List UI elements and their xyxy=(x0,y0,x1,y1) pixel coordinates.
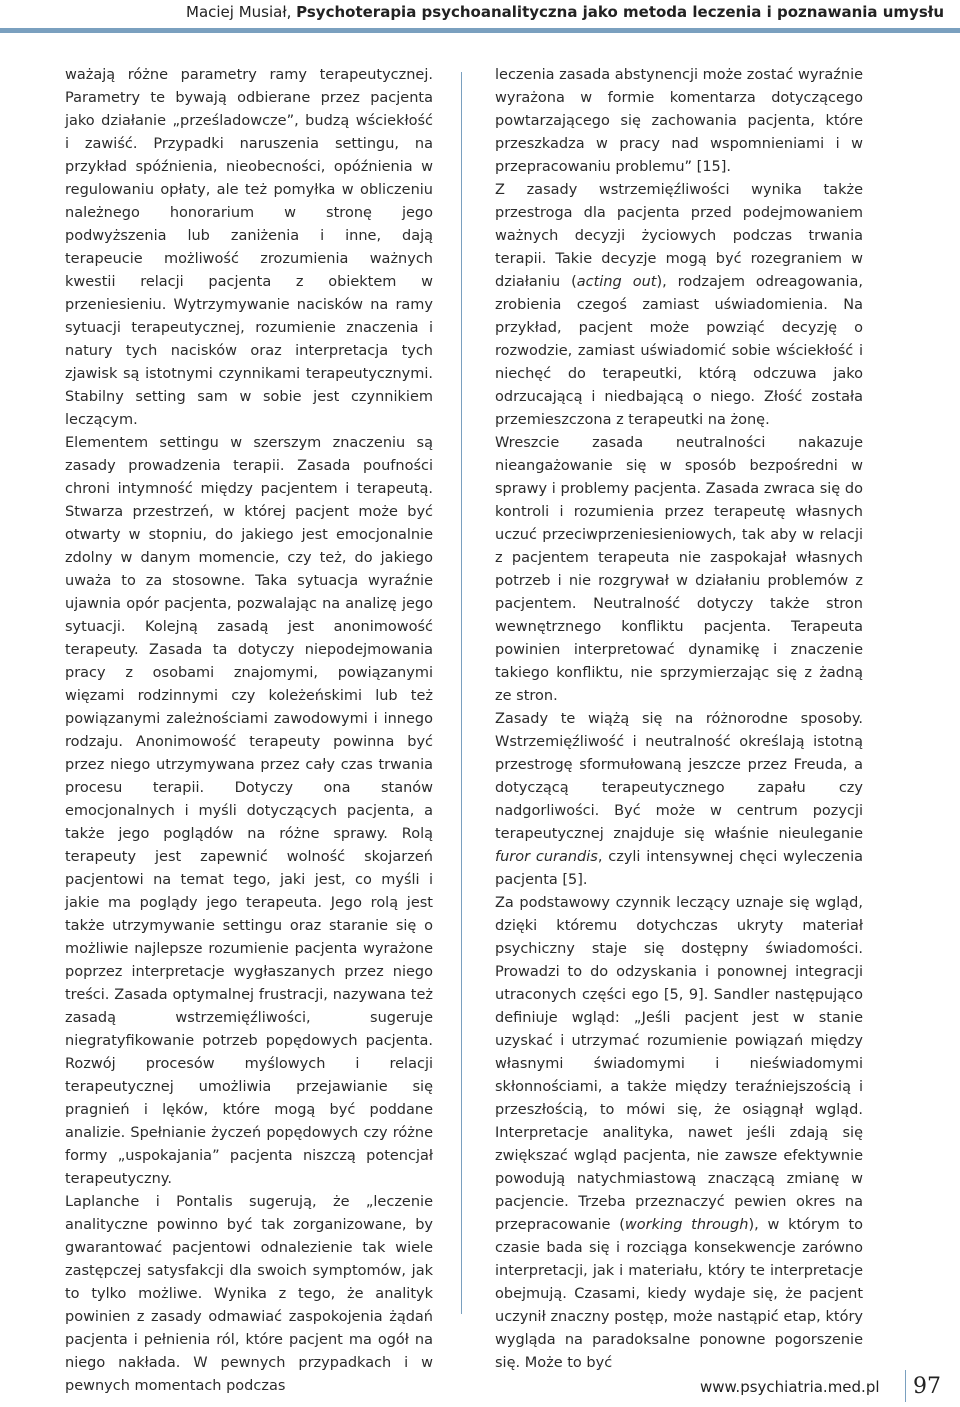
right-paragraph-3: Wreszcie zasada neutralności nakazuje nieangażowanie się w sposób bezpośredni w sprawy i problemy pacjenta. Zasada zwraca się do kontroli i rozumienia przez terapeutę własnych uczuć przeciwprzeniesieniowych, tak aby w relacji z pacjentem terapeuta nie zaspokajał własnych potrzeb i nie rozgrywał w działaniu problemów z pacjentem. Neutralność dotyczy także stron wewnętrznego konfliktu pacjenta. Terapeuta powinien interpretować dynamikę i znaczenie takiego konfliktu, nie sprzymierzając się z żadną ze stron. xyxy=(495,435,863,704)
header-author: Maciej Musiał, xyxy=(186,3,297,21)
right-p2-italic: acting out xyxy=(576,274,657,290)
header-rule xyxy=(0,28,960,33)
right-paragraph-2 xyxy=(495,179,863,432)
right-p4-text-a: Zasady te wiążą się na różnorodne sposoby. Wstrzemięźliwość i neutralność określają istotną przestrogę sformułowaną jeszcze przez Freuda, a dotyczącą terapeutycznego zapału czy nadgorliwości. Być może w centrum pozycji terapeutycznej znajduje się właśnie nieuleganie xyxy=(495,711,863,842)
right-p5-italic: working through xyxy=(624,1217,749,1233)
right-column xyxy=(495,64,863,1375)
running-header xyxy=(0,0,960,34)
right-paragraph-5 xyxy=(495,892,863,1375)
running-header-text xyxy=(186,2,944,22)
right-p4-italic: furor curandis xyxy=(495,849,598,865)
right-p5-text-b: ), w którym to czasie bada się i rozciąga konsekwencje zarówno interpretacji, jak i materiału, który te interpretacje obejmują. Czasami, kiedy wydaje się, że pacjent uczynił znaczny postęp, może nastąpić etap, który wygląda na paradoksalne ponowne pogorszenie się. Może to być xyxy=(495,1217,863,1371)
right-p2-text-a: Z zasady wstrzemięźliwości wynika także przestroga dla pacjenta przed podejmowaniem ważnych decyzji życiowych podczas trwania terapii. Takie decyzje mogą być rozegraniem w działaniu ( xyxy=(495,182,863,290)
page-number: 97 xyxy=(913,1374,941,1399)
header-title: Psychoterapia psychoanalityczna jako metoda leczenia i poznawania umysłu xyxy=(296,3,944,21)
left-paragraph-3: Laplanche i Pontalis sugerują, że „leczenie analityczne powinno być tak zorganizowane, by gwarantować pacjentowi odnalezienie tak wiele zastępczej satysfakcji dla swoich symptomów, jak to tylko możliwe. Wynika z tego, że analityk powinien z zasady odmawiać zaspokojenia żądań pacjenta i pełnienia ról, które pacjent ma ogół na niego nakłada. W pewnych przypadkach i w pewnych momentach podczas xyxy=(65,1194,433,1394)
left-column xyxy=(65,64,433,1398)
right-p4-text-b: , czyli intensywnej chęci wyleczenia pacjenta [5]. xyxy=(495,849,864,888)
footer-url[interactable]: www.psychiatria.med.pl xyxy=(700,1378,880,1396)
column-divider xyxy=(461,72,462,1314)
right-p2-text-b: ), rodzajem odreagowania, zrobienia czegoś zamiast uświadomienia. Na przykład, pacjent może powziąć decyzję o rozwodzie, zamiast uświadomić sobie wściekłość i niechęć do terapeutki, którą odczuwa jako odrzucającą i niedbającą o niego. Złość została przemieszczona z terapeutki na żonę. xyxy=(495,274,863,428)
left-paragraph-2: Elementem settingu w szerszym znaczeniu są zasady prowadzenia terapii. Zasada poufności chroni intymność między pacjentem i terapeutą. Stwarza przestrzeń, w której pacjent może być otwarty w stopniu, do jakiego jest emocjonalnie zdolny w danym momencie, czy też, do jakiego uważa to za stosowne. Taka sytuacja wyraźnie ujawnia opór pacjenta, pozwalając na analizę jego sytuacji. Kolejną zasadą jest anonimowość terapeuty. Zasada ta dotyczy niepodejmowania pracy z osobami znajomymi, powiązanymi więzami rodzinnymi czy koleżeńskimi lub też powiązanymi zależnościami zawodowymi i innego rodzaju. Anonimowość terapeuty powinna być przez niego utrzymywana przez cały czas trwania procesu terapii. Dotyczy ona stanów emocjonalnych i myśli dotyczących pacjenta, a także jego poglądów na różne sprawy. Rolą terapeuty jest zapewnić wolność skojarzeń pacjentowi na temat tego, jaki jest, co myśli i jakie ma poglądy jego terapeuta. Jego rolą jest także utrzymywanie settingu oraz staranie się o możliwie najlepsze rozumienie pacjenta wyrażone poprzez interpretacje wygłaszanych przez niego treści. Zasada optymalnej frustracji, nazywana też zasadą wstrzemięźliwości, sugeruje niegratyfikowanie potrzeb popędowych pacjenta. Rozwój procesów myślowych i relacji terapeutycznej umożliwia przejawianie się pragnień i lęków, które mogą być poddane analizie. Spełnianie życzeń popędowych czy różne formy „uspokajania” pacjenta niszczą potencjał terapeutyczny. xyxy=(65,435,433,1187)
right-p5-text-a: Za podstawowy czynnik leczący uznaje się wgląd, dzięki któremu dotychczas ukryty materiał psychiczny staje się dostępny świadomości. Prowadzi to do odzyskania i ponownej integracji utraconych części ego [5, 9]. Sandler następująco definiuje wgląd: „Jeśli pacjent jest w stanie uzyskać i utrzymać rozumienie powiązań między własnymi świadomymi i nieświadomymi skłonnościami, a także między teraźniejszością i przeszłością, to mówi się, że osiągnął wgląd. Interpretacje analityka, nawet jeśli zdają się zwiększać wgląd pacjenta, nie zawsze efektywnie powodują natychmiastową znaczącą zmianę w pacjencie. Trzeba przeznaczyć pewien okres na przepracowanie ( xyxy=(495,895,863,1233)
footer-divider xyxy=(905,1370,906,1402)
left-paragraph-1: ważają różne parametry ramy terapeutycznej. Parametry te bywają odbierane przez pacjenta jako działanie „prześladowcze”, budzą wściekłość i zawiść. Przypadki naruszenia settingu, na przykład spóźnienia, nieobecności, opóźnienia w regulowaniu opłaty, ale też pomyłka w obliczeniu należnego honorarium w stronę jego podwyższenia lub zaniżenia i inne, dają terapeucie możliwość zrozumienia ważnych kwestii relacji pacjenta z obiektem w przeniesieniu. Wytrzymywanie nacisków na ramy sytuacji terapeutycznej, rozumienie znaczenia i natury tych nacisków oraz interpretacja tych zjawisk są istotnymi czynnikami terapeutycznymi. Stabilny setting sam w sobie jest czynnikiem leczącym. xyxy=(65,67,433,428)
right-paragraph-1: leczenia zasada abstynencji może zostać wyraźnie wyrażona w formie komentarza dotyczącego powtarzającego się zachowania pacjenta, które przeszkadza w pracy nad wspomnieniami i w przepracowaniu problemu” [15]. xyxy=(495,67,864,175)
right-paragraph-4 xyxy=(495,708,863,892)
